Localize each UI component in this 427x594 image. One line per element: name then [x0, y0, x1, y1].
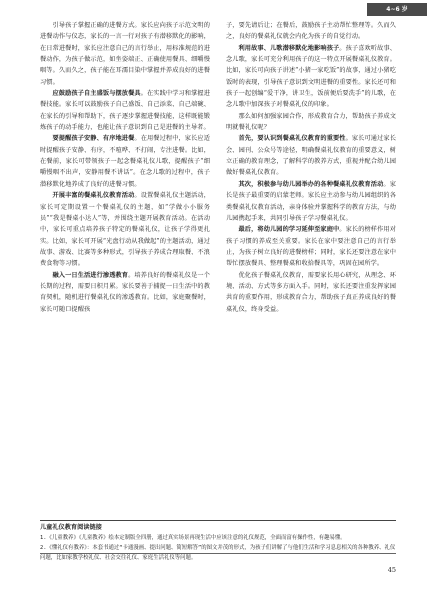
paragraph-text: 。家长的榜样作用对孩子习惯的养成至关重要。家长在家中要注意自己的言行举止，为孩子树立良好的进餐榜样；同时，家长还要注意在家中帮忙摆放餐具、整理餐桌和收拾餐具等，巩固在园所学。 [226, 226, 396, 268]
paragraph-text: 引导孩子掌握正确的进餐方式。家长应向孩子示范文明的进餐动作与仪态，家长的一言一行对孩子有潜移默化的影响，在日常进餐时，家长应注意自己的言行举止，用标准规范的进餐动作，为孩子做示范，如坐姿端正、正确使用餐具、细嚼慢咽等。久而久之，孩子能在耳濡目染中掌握并养成良好的进餐习惯。 [40, 22, 210, 86]
paragraph-lead: 开展丰富的餐桌礼仪教育活动 [52, 192, 135, 200]
body-paragraph [226, 111, 396, 134]
paragraph-text: 。培养良好的餐桌礼仪是一个长期的过程，需要日积月累。家长要善于捕捉一日生活中的教育契机，随机进行餐桌礼仪的渗透教育。比如，家庭聚餐时，家长可随口提醒孩 [40, 271, 210, 313]
body-paragraph [226, 20, 396, 43]
paragraph-lead: 其次，积极参与幼儿园举办的各种餐桌礼仪教育活动 [238, 180, 384, 188]
reference-item: 2.《懂礼仪有教养》：本套书通过“卡通漫画、提出问题、简短解答”的图文并茂的形式，为孩子们讲解了与他们生活和学习息息相关的各种教养、礼仪问题，比如家教学校礼仪、社会交往礼仪、家庭生活礼仪等问题。 [40, 545, 396, 561]
page-number: 45 [387, 566, 396, 574]
paragraph-text: 。孩子喜欢听故事、念儿歌，家长可充分利用孩子的这一特点开展餐桌礼仪教育。比如，家长可向孩子讲述“小猪一家吃饭”的故事，通过小猪吃饭时的表现，引导孩子意识到文明进餐的重要性。家长还可和孩子一起创编“爱干净，讲卫生，饭前便后要洗手”的儿歌，在念儿歌中加深孩子对餐桌礼仪的印象。 [226, 44, 396, 109]
paragraph-lead: 融入一日生活进行渗透教育 [52, 271, 129, 279]
age-range-tag: 4~6 岁 [367, 3, 427, 16]
body-paragraph [226, 43, 396, 111]
paragraph-text: 。家长是孩子最重要的启蒙老师。家长应主动参与幼儿园组织的各类餐桌礼仪教育活动，亲身体验并掌握科学的教育方法，与幼儿园携起手来，共同引导孩子学习餐桌礼仪。 [226, 180, 396, 222]
paragraph-text: 子，要先请后让；在餐后，鼓励孩子主动帮忙整理等。久而久之，良好的餐桌礼仪就会内化为孩子的自觉行动。 [226, 22, 396, 41]
paragraph-lead: 要提醒孩子安静、有序地进餐 [52, 135, 135, 143]
body-paragraph [40, 270, 210, 315]
paragraph-lead: 利用故事、儿歌潜移默化地影响孩子 [238, 44, 340, 52]
body-paragraph [40, 20, 210, 88]
body-paragraph [226, 270, 396, 315]
paragraph-text: 。在实践中学习和掌握进餐技能。家长可以鼓励孩子自己盛饭、自己添菜、自己端碗、在家长的引导和帮助下，孩子逐步掌握进餐技能，这样既能锻炼孩子的动手能力，也能让孩子意识到自己是进餐的主导者。 [40, 90, 210, 132]
paragraph-lead: 最后，将幼儿园的学习延伸至家庭中 [238, 226, 340, 234]
paragraph-text: 。在用餐过程中，家长应适时提醒孩子安静、有序，不喧哗、不打闹，专注进餐。比如，在餐前，家长可带领孩子一起念餐桌礼仪儿歌，提醒孩子“细嚼慢咽不出声，安静用餐不讲话”。在念儿歌的过程中，孩子潜移默化地养成了良好的进餐习惯。 [40, 135, 210, 188]
paragraph-text: 优化孩子餐桌礼仪教育，需要家长用心研究，从理念、环境、活动、方式等多方面入手。同时，家长还要注重发挥家园共育的重要作用，形成教育合力，帮助孩子真正养成良好的餐桌礼仪，终身受益。 [226, 271, 396, 313]
paragraph-text: 。设置餐桌礼仪主题活动，家长可定期设置一个餐桌礼仪的主题，如“学做小小服务员”“我是餐桌小达人”等，并围绕主题开展教育活动。在活动中，家长可重点培养孩子特定的餐桌礼仪，让孩子学得更扎实。比如，家长可开展“光盘行动从我做起”的主题活动，通过故事、游戏、比赛等多种形式，引导孩子养成合理取餐、不浪费食物等习惯。 [40, 192, 210, 268]
body-paragraph [40, 88, 210, 133]
body-paragraph [226, 133, 396, 178]
paragraph-text: 那么如何加强家园合作，形成教育合力，帮助孩子养成文明就餐礼仪呢？ [226, 112, 396, 132]
body-paragraph [40, 133, 210, 190]
paragraph-lead: 应鼓励孩子自主盛饭与摆放餐具 [52, 90, 141, 98]
references-title: 儿童礼仪教育阅读链接 [40, 524, 102, 531]
references-top-rule [40, 520, 396, 521]
reference-item: 1.《儿童教养》《儿童教养》绘本定制版全四册，通过真实场景再现生活中应该注意的礼仪规范，全面而富有操作性，有趣易懂。 [40, 535, 346, 541]
body-paragraph [40, 190, 210, 269]
left-column [40, 20, 210, 315]
references-bottom-rule [40, 553, 396, 554]
paragraph-lead: 首先，要认识到餐桌礼仪教育的重要性 [238, 135, 346, 143]
paragraph-text: 。家长可通过家长会、园刊、公众号等途径，明确餐桌礼仪教育的重要意义，树立正确的教育理念，了解科学的教养方式，重视并配合幼儿园做好餐桌礼仪教育。 [226, 135, 396, 177]
right-column [226, 20, 396, 315]
body-paragraph [226, 179, 396, 224]
references-list [40, 533, 396, 563]
body-paragraph [226, 224, 396, 269]
